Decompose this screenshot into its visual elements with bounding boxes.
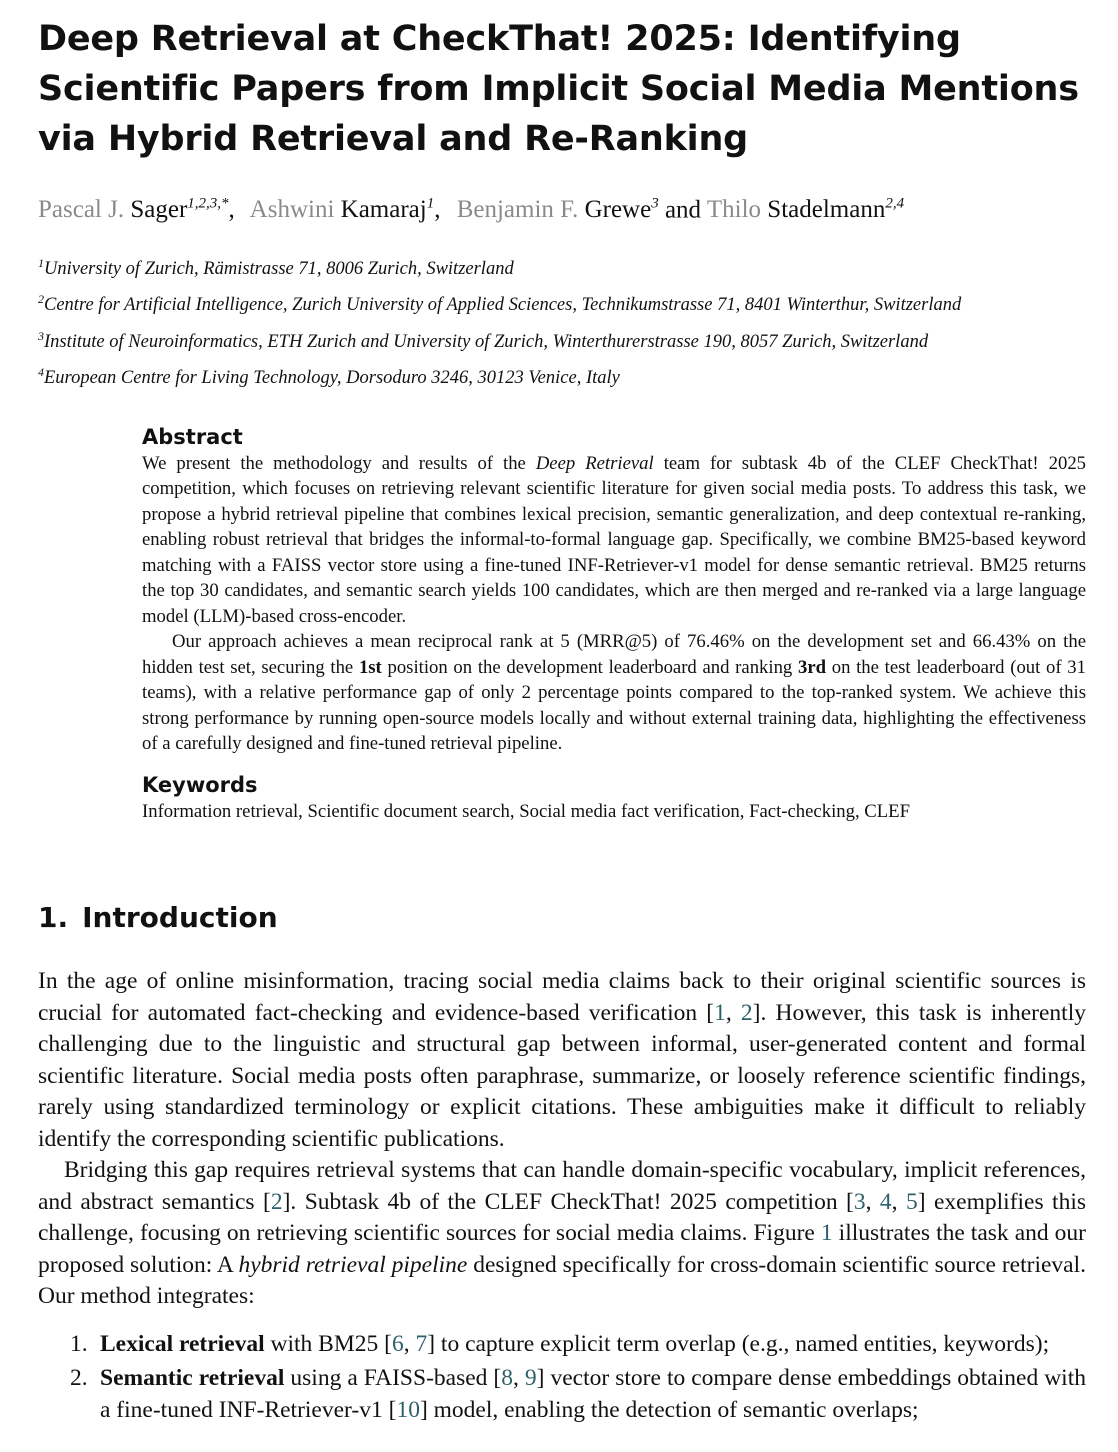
citation-link[interactable]: 4 [879, 1188, 892, 1215]
author: Benjamin F. Grewe$^3$ [456, 196, 659, 224]
keywords-heading: Keywords [142, 772, 258, 797]
citation-link[interactable]: 1 [714, 999, 726, 1026]
citation-link[interactable]: 5 [905, 1188, 918, 1215]
citation-link[interactable]: 6 [391, 1330, 404, 1357]
citation-link[interactable]: 2 [740, 999, 753, 1026]
abstract-paragraph: Our approach achieves a mean reciprocal rank at 5 (MRR@5) of 76.46% on the development set and 66.43% on the hidden test set, securing the 1st position on the development leaderboard and ranking 3rd on the test leaderboard (out of 31 teams), with a relative performance gap of only 2 percentage points compared to the top-ranked system. We achieve this strong performance by running open-source models locally and without external training data, highlighting the effectiveness of a carefully designed and fine-tuned retrieval pipeline. [142, 631, 1086, 755]
author-and: and [664, 196, 702, 224]
affiliation: $^1$University of Zurich, Rämistrasse 71, 8006 Zurich, Switzerland [38, 256, 514, 280]
section-heading: 1. Introduction [38, 901, 278, 935]
citation-link[interactable]: 10 [396, 1396, 420, 1423]
author: Pascal J. Sager$^{1,2,3,*}$ [38, 196, 229, 224]
citation-link[interactable]: 3 [853, 1188, 866, 1215]
body-paragraph: Bridging this gap requires retrieval systems that can handle domain-specific vocabulary, implicit references, and abstract semantics [2]. Subtask 4b of the CLEF CheckThat! 2025 competition [3, 4, 5] exemplifies this challenge, focusing on retrieving scientific sources for social media claims. Figure 1 illustrates the task and our proposed solution: A hybrid retrieval pipeline designed specifically for cross-domain scientific source retrieval. Our method integrates: [38, 1157, 1087, 1310]
citation-link[interactable]: 9 [524, 1365, 537, 1392]
paper-page [38, 14, 1086, 1429]
keywords-text: Information retrieval, Scientific document search, Social media fact verification, Fact-checking, CLEF [142, 800, 910, 822]
contribution-list [38, 1329, 1086, 1427]
affiliation: $^2$Centre for Artificial Intelligence, Zurich University of Applied Sciences, Technikumstrasse 71, 8401 Winterthur, Switzerland [38, 292, 962, 316]
list-item: 2. Semantic retrieval using a FAISS-based [8, 9] vector store to compare dense embeddings obtained with a fine-tuned INF-Retriever-v1 [10] model, enabling the detection of semantic overlaps; [70, 1365, 1086, 1423]
abstract-section [142, 423, 1086, 825]
affiliation-list [38, 248, 1086, 393]
author-list: Pascal J. Sager$^{1,2,3,*}$, Ashwini Kamaraj$^1$, Benjamin F. Grewe$^3$ and Thilo Stadelmann$^{2,4}$ [38, 196, 905, 224]
affiliation: $^4$European Centre for Living Technology, Dorsoduro 3246, 30123 Venice, Italy [38, 364, 620, 388]
abstract-paragraph: We present the methodology and results of the Deep Retrieval team for subtask 4b of the CLEF CheckThat! 2025 competition, which focuses on retrieving relevant scientific literature for given social media posts. To address this task, we propose a hybrid retrieval pipeline that combines lexical precision, semantic generalization, and deep contextual re-ranking, enabling robust retrieval that bridges the informal-to-formal language gap. Specifically, we combine BM25-based keyword matching with a FAISS vector store using a fine-tuned INF-Retriever-v1 model for dense semantic retrieval. BM25 returns the top 30 candidates, and semantic search yields 100 candidates, which are then merged and re-ranked via a large language model (LLM)-based cross-encoder. [142, 452, 1087, 627]
abstract-heading: Abstract [142, 424, 243, 449]
citation-link[interactable]: 7 [415, 1330, 428, 1357]
author: Ashwini Kamaraj$^1$ [249, 196, 435, 224]
body-paragraph: In the age of online misinformation, tracing social media claims back to their original scientific sources is crucial for automated fact-checking and evidence-based verification [1, 2]. However, this task is inherently challenging due to the linguistic and structural gap between informal, user-generated content and formal scientific literature. Social media posts often paraphrase, summarize, or loosely reference scientific findings, rarely using standardized terminology or explicit citations. These ambiguities make it difficult to reliably identify the corresponding scientific publications. [38, 968, 1086, 1152]
affiliation: $^3$Institute of Neuroinformatics, ETH Zurich and University of Zurich, Winterthurerstrasse 190, 8057 Zurich, Switzerland [38, 328, 929, 352]
list-item: 1. Lexical retrieval with BM25 [6, 7] to capture explicit term overlap (e.g., named entities, keywords); [70, 1330, 1050, 1357]
citation-link[interactable]: 8 [501, 1365, 513, 1392]
citation-link[interactable]: 2 [270, 1188, 283, 1215]
author: Thilo Stadelmann$^{2,4}$ [706, 196, 905, 224]
figure-link[interactable]: 1 [820, 1220, 833, 1247]
paper-title: Deep Retrieval at CheckThat! 2025: Identifying Scientific Papers from Implicit Social Media Mentions via Hybrid Retrieval and Re-Ranking [38, 19, 1079, 159]
